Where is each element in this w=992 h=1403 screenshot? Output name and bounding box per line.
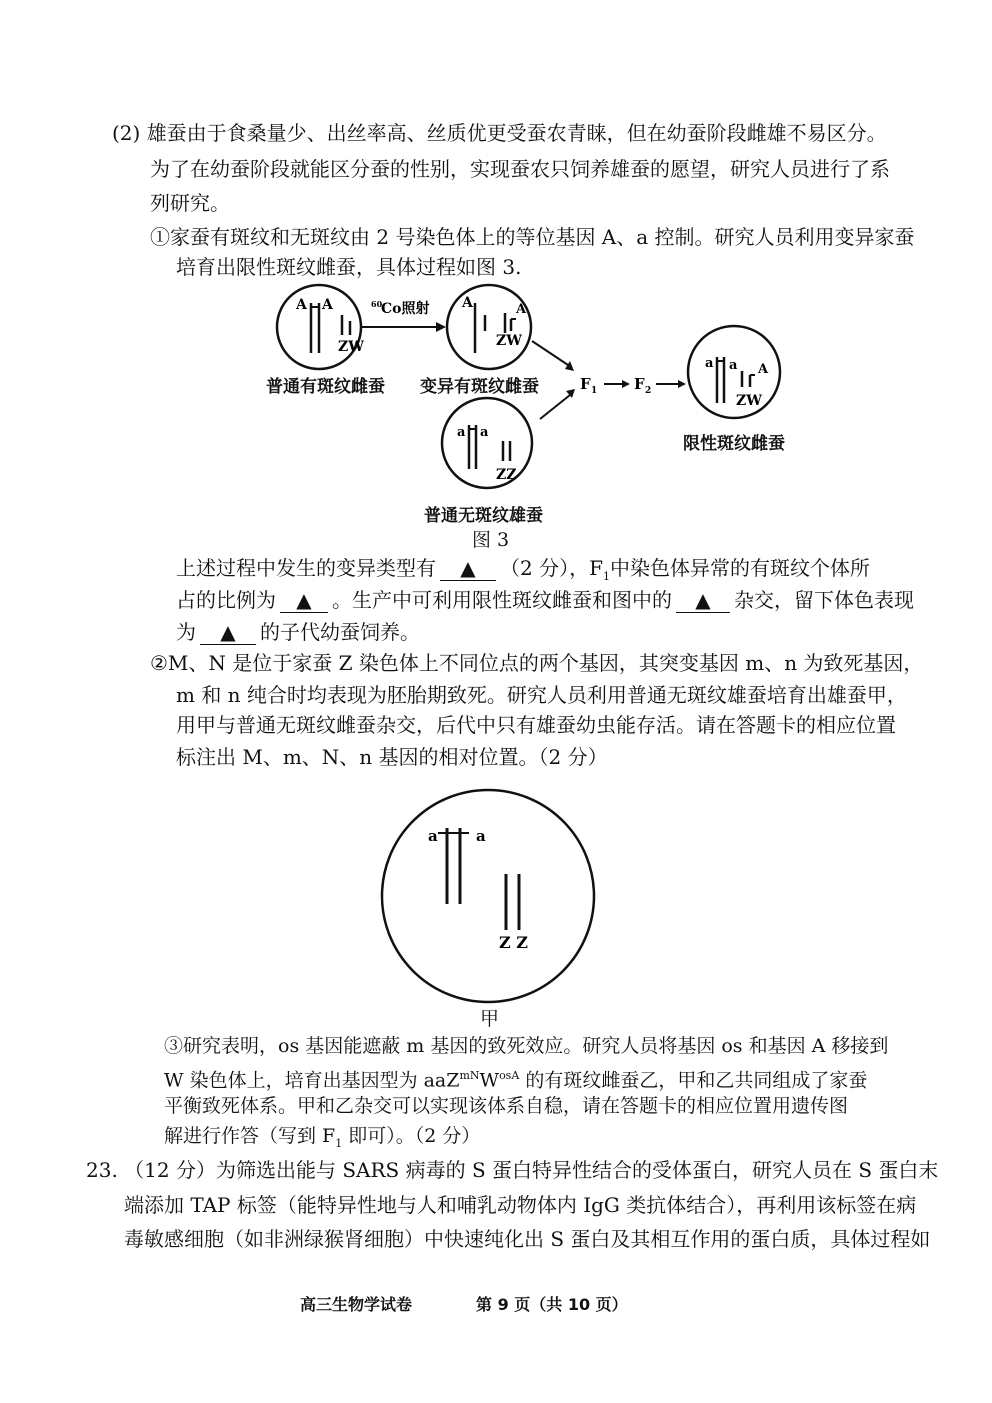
answer-blank-3[interactable]: ▲ — [676, 588, 730, 613]
q23-line-2: 端添加 TAP 标签（能特异性地与人和哺乳动物体内 IgG 类抗体结合），再利用该标签在病 — [124, 1193, 917, 1217]
cell3-gene-right: a — [480, 425, 489, 440]
figure-jia-caption: 甲 — [480, 1008, 500, 1030]
q23-line-1: 23. （12 分）为筛选出能与 SARS 病毒的 S 蛋白特异性结合的受体蛋白，研究人员在 S 蛋白末 — [86, 1158, 939, 1182]
p2-line-4: 标注出 M、m、N、n 基因的相对位置。（2 分） — [176, 745, 608, 769]
answer-blank-4[interactable]: ▲ — [200, 620, 256, 645]
cell2-sex: ZW — [496, 333, 522, 349]
p3-line-2: W 染色体上，培育出基因型为 $aaZ^{mN}W^{osA}$ 的有斑纹雌蚕乙，甲和乙共同组成了家蚕 — [164, 1069, 868, 1092]
figure-3-caption: 图 3 — [472, 529, 510, 551]
p2-line-1: ②M、N 是位于家蚕 Z 染色体上不同位点的两个基因，其突变基因 m、n 为致死基因， — [150, 651, 924, 675]
cell3-label: 普通无斑纹雄蚕 — [424, 506, 543, 526]
cell-mutant-spotted-female — [447, 285, 531, 369]
p1-line-2: 培育出限性斑纹雌蚕，具体过程如图 3. — [176, 255, 522, 279]
cell2-label: 变异有斑纹雌蚕 — [420, 377, 539, 397]
jia-gene-left: a — [428, 827, 438, 845]
figure-jia-diagram[interactable] — [378, 786, 598, 1006]
cell3-gene-left: a — [457, 425, 466, 440]
irradiation-label: Co照射 — [381, 301, 430, 317]
cell4-gene-left: a — [705, 356, 714, 371]
p2-line-2: m 和 n 纯合时均表现为胚胎期致死。研究人员利用普通无斑纹雄蚕培育出雄蚕甲， — [176, 683, 907, 707]
q2-line-3: 列研究。 — [150, 191, 230, 215]
irradiation-sup: 60 — [371, 299, 383, 309]
answer-blank-2[interactable]: ▲ — [280, 588, 328, 613]
cell4-sex: ZW — [736, 393, 762, 409]
footer-title: 高三生物学试卷 — [300, 1295, 413, 1314]
cell4-gene-right: a — [729, 358, 738, 373]
p3-line-1: ③研究表明，os 基因能遮蔽 m 基因的致死效应。研究人员将基因 os 和基因 A 移接到 — [164, 1035, 889, 1057]
p1-question-c: 为 ▲ 的子代幼蚕饲养。 — [176, 620, 420, 644]
cell-normal-plain-male — [442, 398, 532, 488]
q2-line-1: (2) 雄蚕由于食桑量少、出丝率高、丝质优更受蚕农青睐，但在幼蚕阶段雌雄不易区分。 — [112, 121, 887, 145]
cell1-gene-right: A — [322, 297, 333, 313]
footer-page-number: 第 9 页（共 10 页） — [476, 1295, 628, 1314]
cell4-label: 限性斑纹雌蚕 — [683, 434, 785, 454]
jia-sex: Z Z — [499, 933, 528, 952]
p1-question-b: 占的比例为 ▲ 。生产中可利用限性斑纹雌蚕和图中的 ▲ 杂交，留下体色表现 — [176, 588, 914, 612]
cell1-label: 普通有斑纹雌蚕 — [266, 377, 385, 397]
cell2-gene-left: A — [462, 295, 473, 311]
cell1-gene-left: A — [296, 297, 307, 313]
jia-gene-right: a — [476, 827, 486, 845]
f2-label: F — [634, 375, 645, 393]
cell-normal-spotted-female — [277, 285, 364, 369]
f2-sub: 2 — [645, 386, 652, 396]
cell2-gene-side: A — [516, 302, 527, 317]
q2-line-2: 为了在幼蚕阶段就能区分蚕的性别，实现蚕农只饲养雄蚕的愿望，研究人员进行了系 — [150, 157, 890, 181]
p3-line-4: 解进行作答（写到 $F_1$ 即可）。（2 分） — [164, 1125, 481, 1150]
cell-sex-limited-female — [688, 326, 780, 418]
f1-sub: 1 — [591, 386, 598, 396]
answer-blank-1[interactable]: ▲ — [440, 556, 496, 581]
cell4-gene-side: A — [758, 362, 769, 377]
p3-line-3: 平衡致死体系。甲和乙杂交可以实现该体系自稳，请在答题卡的相应位置用遗传图 — [164, 1095, 849, 1117]
cell1-sex: ZW — [338, 339, 364, 355]
p1-line-1: ①家蚕有斑纹和无斑纹由 2 号染色体上的等位基因 A、a 控制。研究人员利用变异家蚕 — [150, 225, 915, 249]
f1-label: F — [580, 375, 591, 393]
cell3-sex: ZZ — [496, 467, 517, 483]
p1-question-a: 上述过程中发生的变异类型有 ▲ （2 分），$F_1$中染色体异常的有斑纹个体所 — [176, 556, 870, 583]
q23-line-3: 毒敏感细胞（如非洲绿猴肾细胞）中快速纯化出 S 蛋白及其相互作用的蛋白质，具体过程如 — [124, 1227, 931, 1251]
p2-line-3: 用甲与普通无斑纹雌蚕杂交，后代中只有雄蚕幼虫能存活。请在答题卡的相应位置 — [176, 713, 896, 737]
